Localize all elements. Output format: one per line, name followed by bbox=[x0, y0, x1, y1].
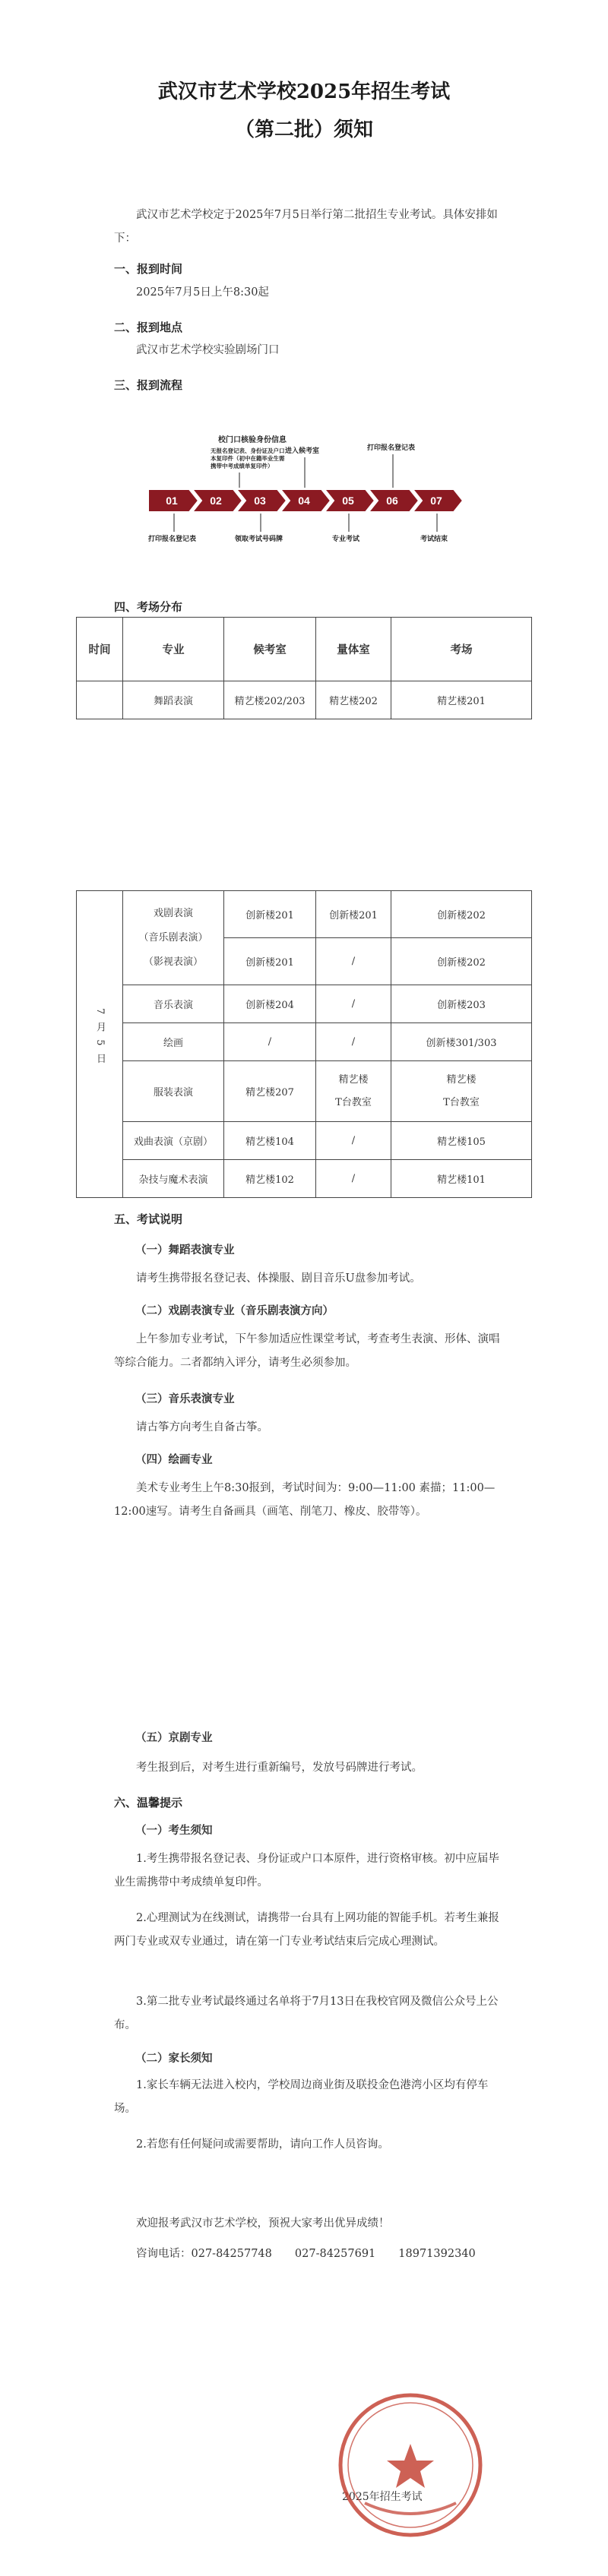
sec6-para5: 2.若您有任何疑问或需要帮助，请向工作人员咨询。 bbox=[136, 2138, 389, 2151]
flow-step7-label: 考试结束 bbox=[420, 535, 448, 542]
cell-major-drama bbox=[123, 891, 224, 985]
cell-major: 戏曲表演（京剧） bbox=[123, 1122, 224, 1160]
sec5-sub2-text: 上午参加专业考试，下午参加适应性课堂考试，考查考生表演、形体、演唱等综合能力。二者都纳入评分，请考生必须参加。 bbox=[114, 1333, 500, 1369]
table-row bbox=[77, 1023, 532, 1061]
flow-step5-label: 专业考试 bbox=[332, 535, 360, 542]
sec6-sub2-title: （二）家长须知 bbox=[135, 2052, 213, 2065]
sec3-heading: 三、报到流程 bbox=[114, 378, 183, 392]
cell-measure: / bbox=[316, 1122, 391, 1160]
cell-measure bbox=[316, 1061, 391, 1122]
cell-measure: / bbox=[316, 985, 391, 1023]
flow-step2-detail-2: 本复印件（初中在籍毕业生需 bbox=[211, 455, 285, 462]
sec6-para4: 1.家长车辆无法进入校内，学校周边商业街及联投金色港湾小区均有停车场。 bbox=[114, 2079, 489, 2115]
cell-measure: / bbox=[316, 1023, 391, 1061]
date-text: 7月5日 bbox=[94, 1008, 106, 1071]
intro-paragraph: 武汉市艺术学校定于2025年7月5日举行第二批招生专业考试。具体安排如下： bbox=[114, 209, 498, 245]
sec5-sub2-title: （二）戏剧表演专业（音乐剧表演方向） bbox=[135, 1304, 334, 1317]
cell-wait: / bbox=[224, 1023, 316, 1061]
cell-major: 音乐表演 bbox=[123, 985, 224, 1023]
sec6-sub1-title: （一）考生须知 bbox=[135, 1824, 213, 1837]
sec1-heading: 一、报到时间 bbox=[114, 262, 183, 276]
sec5-sub3-title: （三）音乐表演专业 bbox=[135, 1392, 235, 1405]
table-row bbox=[77, 985, 532, 1023]
phone-1: 027-84257748 bbox=[191, 2248, 272, 2260]
exam-costume-2: T台教室 bbox=[443, 1096, 480, 1108]
flow-step-number: 06 bbox=[386, 495, 398, 507]
cell-major: 舞蹈表演 bbox=[123, 681, 224, 719]
cell-exam: 创新楼202 bbox=[391, 891, 532, 938]
sec2-heading: 二、报到地点 bbox=[114, 321, 183, 334]
sec6-para1: 1.考生携带报名登记表、身份证或户口本原件，进行资格审核。初中应届毕业生需携带中考成绩单复印件。 bbox=[114, 1853, 499, 1889]
table-row bbox=[77, 891, 532, 938]
th-exam: 考场 bbox=[391, 618, 532, 681]
table-row bbox=[77, 681, 532, 719]
cell-wait: 精艺楼102 bbox=[224, 1160, 316, 1198]
flow-arrows bbox=[148, 489, 463, 512]
cell-exam: 精艺楼201 bbox=[391, 681, 532, 719]
official-seal-stamp bbox=[334, 2389, 486, 2541]
exam-room-table-part2 bbox=[76, 890, 532, 1198]
flow-step-number: 05 bbox=[342, 495, 354, 507]
sec6-para2: 2.心理测试为在线测试，请携带一台具有上网功能的智能手机。若考生兼报两门专业或双专业通过，请在第一门专业考试结束后完成心理测试。 bbox=[114, 1912, 499, 1948]
flow-step6-label: 打印报名登记表 bbox=[367, 444, 416, 451]
sec5-sub4-text: 美术专业考生上午8:30报到，考试时间为：9:00—11:00 素描；11:00—12:00速写。请考生自备画具（画笔、削笔刀、橡皮、胶带等）。 bbox=[114, 1482, 496, 1518]
cell-wait: 精艺楼202/203 bbox=[224, 681, 316, 719]
flow-step2-detail-3: 携带中考成绩单复印件） bbox=[211, 463, 274, 469]
th-time: 时间 bbox=[77, 618, 123, 681]
cell-wait: 精艺楼104 bbox=[224, 1122, 316, 1160]
table-row bbox=[77, 1122, 532, 1160]
sec6-heading: 六、温馨提示 bbox=[114, 1796, 183, 1810]
flow-step-number: 04 bbox=[298, 495, 310, 507]
exam-costume-1: 精艺楼 bbox=[446, 1073, 477, 1086]
cell-major: 杂技与魔术表演 bbox=[123, 1160, 224, 1198]
th-measure: 量体室 bbox=[316, 618, 391, 681]
doc-title-line2: （第二批）须知 bbox=[234, 119, 373, 141]
cell-major: 服装表演 bbox=[123, 1061, 224, 1122]
flow-step-number: 03 bbox=[254, 495, 266, 507]
measure-costume-1: 精艺楼 bbox=[338, 1073, 369, 1086]
flow-step4-label: 进入候考室 bbox=[285, 447, 320, 454]
sec2-text: 武汉市艺术学校实验剧场门口 bbox=[136, 344, 280, 356]
cell-measure: / bbox=[316, 1160, 391, 1198]
flow-step1-label: 打印报名登记表 bbox=[148, 535, 197, 542]
sec5-sub1-title: （一）舞蹈表演专业 bbox=[135, 1244, 235, 1256]
major-drama-2: （音乐剧表演） bbox=[138, 931, 208, 943]
sec1-text: 2025年7月5日上午8:30起 bbox=[136, 286, 269, 299]
major-drama-3: （影视表演） bbox=[143, 956, 203, 968]
flow-step3-label: 领取考试号码牌 bbox=[235, 535, 283, 542]
exam-room-table-part1 bbox=[76, 617, 532, 719]
cell-measure: 创新楼201 bbox=[316, 891, 391, 938]
sec5-sub5-text: 考生报到后，对考生进行重新编号，发放号码牌进行考试。 bbox=[136, 1762, 423, 1774]
flow-step-number: 02 bbox=[210, 495, 222, 507]
phone-2: 027-84257691 bbox=[294, 2248, 376, 2260]
contact-label: 咨询电话： bbox=[136, 2248, 192, 2260]
major-drama-1: 戏剧表演 bbox=[153, 907, 193, 919]
sec4-heading: 四、考场分布 bbox=[114, 600, 183, 614]
cell-wait: 创新楼204 bbox=[224, 985, 316, 1023]
cell-wait: 精艺楼207 bbox=[224, 1061, 316, 1122]
flow-step-number: 07 bbox=[430, 495, 442, 507]
th-wait: 候考室 bbox=[224, 618, 316, 681]
measure-costume-2: T台教室 bbox=[335, 1096, 372, 1108]
cell-exam: 创新楼202 bbox=[391, 938, 532, 985]
cell-wait: 创新楼201 bbox=[224, 938, 316, 985]
cell-major: 绘画 bbox=[123, 1023, 224, 1061]
cell-measure: 精艺楼202 bbox=[316, 681, 391, 719]
cell-exam bbox=[391, 1061, 532, 1122]
contact-line bbox=[114, 2243, 502, 2266]
sec5-sub3-text: 请古筝方向考生自备古筝。 bbox=[136, 1421, 268, 1433]
cell-exam: 创新楼301/303 bbox=[391, 1023, 532, 1061]
sec6-para3: 3.第二批专业考试最终通过名单将于7月13日在我校官网及微信公众号上公布。 bbox=[114, 1996, 499, 2031]
phone-3: 18971392340 bbox=[398, 2248, 476, 2260]
table-row bbox=[77, 1160, 532, 1198]
cell-exam: 精艺楼105 bbox=[391, 1122, 532, 1160]
sec5-sub5-title: （五）京剧专业 bbox=[135, 1731, 213, 1744]
closing-text: 欢迎报考武汉市艺术学校，预祝大家考出优异成绩！ bbox=[136, 2217, 390, 2230]
doc-title-line1: 武汉市艺术学校2025年招生考试 bbox=[157, 81, 451, 103]
table-row bbox=[77, 1061, 532, 1122]
sec5-sub4-title: （四）绘画专业 bbox=[135, 1453, 213, 1466]
cell-exam: 创新楼203 bbox=[391, 985, 532, 1023]
sec5-sub1-text: 请考生携带报名登记表、体操服、剧目音乐U盘参加考试。 bbox=[136, 1272, 421, 1285]
flow-step2-detail-1: 无报名登记表、身份证及户口 bbox=[211, 447, 285, 454]
cell-measure: / bbox=[316, 938, 391, 985]
cell-wait: 创新楼201 bbox=[224, 891, 316, 938]
sec5-heading: 五、考试说明 bbox=[114, 1212, 183, 1226]
cell-date bbox=[77, 891, 123, 1198]
cell-exam: 精艺楼101 bbox=[391, 1160, 532, 1198]
signoff-text: 2025年招生考试 bbox=[342, 2491, 423, 2503]
flow-step-number: 01 bbox=[166, 495, 178, 507]
cell-time-empty bbox=[77, 681, 123, 719]
th-major: 专业 bbox=[123, 618, 224, 681]
registration-flow-diagram bbox=[148, 425, 513, 600]
flow-step2-title: 校门口核验身份信息 bbox=[218, 436, 287, 444]
